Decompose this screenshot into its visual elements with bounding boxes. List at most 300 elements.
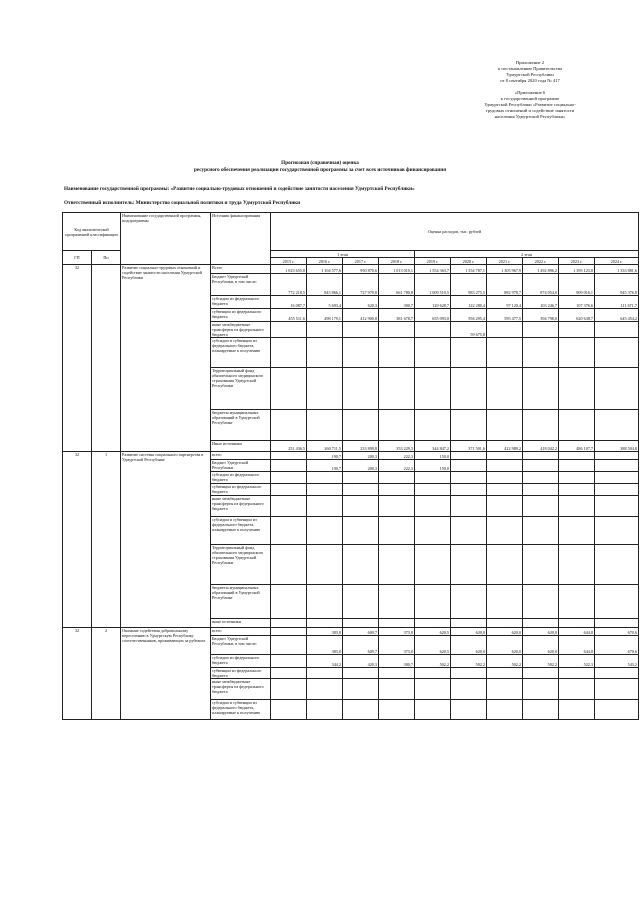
cell-value: [595, 668, 639, 679]
cell-value: [415, 545, 451, 585]
cell-value: 502,2: [487, 655, 523, 668]
cell-value: [379, 322, 415, 338]
cell-value: 388 504,8: [595, 441, 639, 452]
table-header: [63, 213, 639, 265]
header-year: 2021 г.: [487, 258, 523, 265]
cell-value: 418 042,2: [523, 441, 559, 452]
document-title: [140, 160, 500, 174]
cell-value: [487, 545, 523, 585]
cell-source: бюджеты муниципальных образований в Удмуртской Республике: [211, 410, 271, 441]
cell-source: всего: [211, 628, 271, 636]
cell-value: 1 333 881,6: [595, 265, 639, 274]
cell-value: [271, 636, 307, 655]
cell-value: [451, 472, 487, 484]
cell-value: [307, 484, 343, 496]
cell-source: субсидии и субвенции из федерального бюджета, планируемые к получению: [211, 700, 271, 720]
cell-value: [343, 668, 379, 679]
cell-value: 502,2: [451, 655, 487, 668]
cell-value: 620,0: [487, 636, 523, 655]
cell-value: [379, 368, 415, 410]
header-year: 2017 г.: [343, 258, 379, 265]
cell-value: [307, 668, 343, 679]
cell-value: 945 376,8: [595, 274, 639, 296]
cell-value: [523, 322, 559, 338]
cell-value: 1 013 010,1: [379, 265, 415, 274]
cell-value: [487, 619, 523, 628]
cell-value: [343, 338, 379, 368]
cell-value: [415, 679, 451, 700]
cell-value: [559, 472, 595, 484]
cell-value: [271, 322, 307, 338]
cell-value: [523, 585, 559, 619]
cell-value: 455 511,6: [271, 309, 307, 322]
header-pp: Пп: [92, 251, 121, 265]
cell-value: 486 107,7: [559, 441, 595, 452]
cell-gp: 32: [63, 452, 92, 628]
cell-value: [415, 619, 451, 628]
cell-value: [487, 585, 523, 619]
cell-value: [415, 496, 451, 517]
cell-value: 344,2: [307, 655, 343, 668]
cell-value: [487, 368, 523, 410]
cell-value: [595, 410, 639, 441]
cell-value: [343, 484, 379, 496]
cell-value: [271, 410, 307, 441]
cell-value: 620,0: [451, 628, 487, 636]
cell-value: [595, 496, 639, 517]
header-stage-1: 1 этап: [271, 251, 415, 258]
cell-value: [415, 484, 451, 496]
cell-value: [271, 679, 307, 700]
cell-value: 609,7: [343, 628, 379, 636]
cell-value: 661 780,8: [379, 274, 415, 296]
cell-value: [379, 679, 415, 700]
cell-value: [271, 496, 307, 517]
cell-value: [379, 700, 415, 720]
cell-value: 874 054,0: [523, 274, 559, 296]
cell-value: 412 900,8: [343, 309, 379, 322]
cell-value: [451, 585, 487, 619]
cell-value: [415, 700, 451, 720]
cell-value: 543,2: [595, 655, 639, 668]
table-row: [63, 452, 639, 460]
cell-value: 727 970,8: [343, 274, 379, 296]
cell-value: 381 678,7: [379, 309, 415, 322]
cell-value: 609,7: [343, 636, 379, 655]
cell-value: 1 292 896,2: [523, 265, 559, 274]
cell-value: [595, 452, 639, 460]
cell-value: [523, 368, 559, 410]
cell-value: [271, 545, 307, 585]
cell-source: иные источники: [211, 619, 271, 628]
cell-value: [487, 410, 523, 441]
cell-value: [379, 484, 415, 496]
cell-value: 300,7: [379, 655, 415, 668]
cell-value: [559, 322, 595, 338]
cell-value: 502,2: [523, 655, 559, 668]
cell-source: субсидии и субвенции из федерального бюджета, планируемые к получению: [211, 338, 271, 368]
header-year: 2019 г.: [415, 258, 451, 265]
cell-value: [487, 452, 523, 460]
cell-value: [523, 668, 559, 679]
cell-value: [307, 619, 343, 628]
cell-value: [271, 484, 307, 496]
table-row: [63, 265, 639, 274]
cell-value: [595, 484, 639, 496]
cell-value: [271, 628, 307, 636]
cell-source: Бюджет Удмуртской Республики, в том числе:: [211, 274, 271, 296]
cell-value: [343, 322, 379, 338]
cell-value: [307, 322, 343, 338]
executor-line: Ответственный исполнитель: Министерство социальной политики и труда Удмуртской Республики: [64, 200, 301, 206]
header-code-group: Код аналитической программной классификации: [63, 213, 121, 251]
cell-pp: 1: [92, 452, 121, 628]
cell-value: 1 009 510,5: [415, 274, 451, 296]
cell-value: [523, 410, 559, 441]
cell-value: [523, 517, 559, 545]
cell-value: [487, 700, 523, 720]
cell-value: [379, 496, 415, 517]
cell-value: 111 671,7: [595, 296, 639, 309]
cell-value: 670,6: [595, 636, 639, 655]
cell-value: 122 280,4: [451, 296, 487, 309]
cell-value: 5 693,4: [307, 296, 343, 309]
cell-value: [343, 585, 379, 619]
appendix-line: трудовых отношений и содействие занятости: [485, 108, 575, 113]
cell-value: [379, 517, 415, 545]
cell-value: [595, 585, 639, 619]
cell-value: [595, 472, 639, 484]
cell-value: 620,0: [451, 636, 487, 655]
cell-value: 260 711,5: [307, 441, 343, 452]
header-source: Источник финансирования: [211, 213, 271, 265]
header-year: 2024 г.: [595, 258, 639, 265]
cell-value: [559, 517, 595, 545]
cell-source: субсидии и субвенции из федерального бюджета, планируемые к получению: [211, 517, 271, 545]
cell-source: субвенции из федерального бюджета: [211, 484, 271, 496]
cell-source: субсидии из федерального бюджета: [211, 655, 271, 668]
cell-value: [595, 517, 639, 545]
cell-value: [415, 585, 451, 619]
cell-value: [379, 338, 415, 368]
appendix-line: «Приложение 6: [514, 90, 546, 95]
cell-value: [559, 484, 595, 496]
title-line-2: ресурсного обеспечения реализации государственной программы за счет всех источников финансирования: [194, 167, 446, 173]
cell-value: [451, 338, 487, 368]
cell-value: 772 218,5: [271, 274, 307, 296]
cell-value: 371 501,6: [451, 441, 487, 452]
cell-value: [415, 368, 451, 410]
cell-value: [487, 668, 523, 679]
cell-value: [595, 619, 639, 628]
cell-value: 644,8: [559, 628, 595, 636]
cell-value: [343, 496, 379, 517]
cell-value: [451, 545, 487, 585]
cell-value: 420,3: [343, 655, 379, 668]
cell-value: 595 477,5: [487, 309, 523, 322]
cell-value: 150,0: [415, 460, 451, 472]
cell-value: 383,0: [307, 636, 343, 655]
cell-program-name: Оказание содействия добровольному переселению в Удмуртскую Республику соотечественников, проживающих за рубежом: [121, 628, 211, 720]
program-name-line: Наименование государственной программы: «Развитие социально-трудовых отношений и содействие занятости населения Удмуртской Республики»: [64, 186, 415, 192]
cell-value: 620,0: [487, 628, 523, 636]
cell-value: 950 870,6: [343, 265, 379, 274]
appendix-line: Приложение 2: [515, 60, 545, 65]
cell-value: 1 554 787,1: [451, 265, 487, 274]
cell-gp: 32: [63, 628, 92, 720]
cell-value: [523, 545, 559, 585]
cell-program-name: Развитие системы социального партнерства в Удмуртской Республике: [121, 452, 211, 628]
cell-value: [523, 472, 559, 484]
cell-value: [343, 619, 379, 628]
cell-value: [415, 517, 451, 545]
cell-value: [595, 545, 639, 585]
cell-value: [271, 460, 307, 472]
cell-source: иные межбюджетные трансферты из федерального бюджета: [211, 679, 271, 700]
cell-value: [379, 619, 415, 628]
cell-value: [559, 545, 595, 585]
cell-value: [487, 484, 523, 496]
cell-value: [307, 679, 343, 700]
cell-source: бюджеты муниципальных образований в Удмуртской Республике: [211, 585, 271, 619]
cell-value: [487, 460, 523, 472]
cell-value: 620,0: [523, 628, 559, 636]
cell-value: [415, 410, 451, 441]
header-year: 2022 г.: [523, 258, 559, 265]
cell-value: [487, 496, 523, 517]
cell-pp: 2: [92, 628, 121, 720]
cell-value: [451, 496, 487, 517]
header-year: 2015 г.: [271, 258, 307, 265]
cell-value: [307, 545, 343, 585]
cell-value: [271, 338, 307, 368]
header-name: Наименование государственной программы, подпрограммы: [121, 213, 211, 265]
cell-gp: 32: [63, 265, 92, 452]
cell-value: [451, 460, 487, 472]
cell-value: [487, 472, 523, 484]
cell-value: [451, 668, 487, 679]
cell-value: [451, 452, 487, 460]
cell-source: Всего: [211, 265, 271, 274]
cell-value: [487, 322, 523, 338]
cell-value: [595, 460, 639, 472]
cell-value: 233 899,8: [343, 441, 379, 452]
resource-table: [62, 212, 639, 720]
table-row: [63, 628, 639, 636]
cell-source: Бюджет Удмуртской Республики, в том числе:: [211, 636, 271, 655]
cell-value: 620,0: [523, 636, 559, 655]
header-year: 2020 г.: [451, 258, 487, 265]
cell-value: 620,5: [415, 628, 451, 636]
cell-value: [451, 410, 487, 441]
appendix-line: Удмуртской Республики: [506, 72, 554, 77]
cell-value: 222,3: [379, 452, 415, 460]
cell-value: [523, 619, 559, 628]
cell-value: [487, 517, 523, 545]
header-estimate: Оценка расходов, тыс. рублей: [271, 213, 639, 251]
header-gp: ГП: [63, 251, 92, 265]
cell-value: 670,6: [595, 628, 639, 636]
cell-value: 16 087,7: [271, 296, 307, 309]
cell-value: 200,3: [343, 452, 379, 460]
header-year: 2016 г.: [307, 258, 343, 265]
cell-source: иные межбюджетные трансферты из федерального бюджета: [211, 322, 271, 338]
cell-value: [343, 679, 379, 700]
cell-value: 383,0: [307, 628, 343, 636]
cell-value: [559, 410, 595, 441]
cell-source: Территориальный фонд обязательного медицинского страхования Удмуртской Республики: [211, 545, 271, 585]
cell-value: 645 454,2: [595, 309, 639, 322]
cell-source: субвенции из федерального бюджета: [211, 668, 271, 679]
cell-value: [271, 700, 307, 720]
cell-value: [271, 517, 307, 545]
cell-value: [559, 338, 595, 368]
cell-value: [595, 700, 639, 720]
cell-value: [307, 700, 343, 720]
cell-source: Иные источники: [211, 441, 271, 452]
cell-value: 1 305 967,9: [487, 265, 523, 274]
cell-value: 620 638,7: [559, 309, 595, 322]
cell-value: [307, 338, 343, 368]
cell-value: 373,0: [379, 636, 415, 655]
cell-value: [451, 368, 487, 410]
cell-value: 344 847,2: [415, 441, 451, 452]
cell-value: [415, 338, 451, 368]
cell-value: [523, 679, 559, 700]
cell-source: иные межбюджетные трансферты из федерального бюджета: [211, 496, 271, 517]
cell-value: 373,0: [379, 628, 415, 636]
title-line-1: Прогнозная (справочная) оценка: [281, 160, 359, 166]
cell-value: [559, 460, 595, 472]
header-year: 2018 г.: [379, 258, 415, 265]
cell-value: [559, 585, 595, 619]
cell-value: 129 628,7: [415, 296, 451, 309]
cell-value: [487, 679, 523, 700]
cell-value: 1 554 363,7: [415, 265, 451, 274]
cell-value: [523, 338, 559, 368]
cell-value: [307, 585, 343, 619]
cell-value: [271, 655, 307, 668]
cell-value: 190,7: [307, 452, 343, 460]
cell-value: [415, 668, 451, 679]
cell-value: [487, 338, 523, 368]
cell-value: [343, 368, 379, 410]
cell-value: [343, 472, 379, 484]
cell-value: [271, 368, 307, 410]
cell-value: [379, 545, 415, 585]
cell-value: [559, 496, 595, 517]
appendix-line: Удмуртской Республики «Развитие социально-: [484, 102, 576, 107]
cell-value: [523, 496, 559, 517]
cell-value: [415, 322, 451, 338]
header-stage-2: 2 этап: [415, 251, 639, 258]
cell-value: [271, 668, 307, 679]
cell-value: 882 978,7: [487, 274, 523, 296]
appendix-line: от 8 сентября 2020 года № 417: [500, 78, 560, 83]
cell-value: 909 016,1: [559, 274, 595, 296]
cell-value: 498 179,1: [307, 309, 343, 322]
cell-value: [379, 585, 415, 619]
cell-value: 1 023 655,0: [271, 265, 307, 274]
cell-value: 522,3: [559, 655, 595, 668]
cell-value: [559, 619, 595, 628]
cell-value: 300,7: [379, 296, 415, 309]
cell-value: [595, 322, 639, 338]
cell-value: [307, 496, 343, 517]
cell-source: субсидии из федерального бюджета: [211, 296, 271, 309]
cell-value: 655 093,0: [415, 309, 451, 322]
cell-source: Бюджет Удмуртской Республики: [211, 460, 271, 472]
cell-pp: [92, 265, 121, 452]
cell-value: [523, 452, 559, 460]
cell-value: [307, 472, 343, 484]
cell-value: [559, 679, 595, 700]
cell-value: 394 798,0: [523, 309, 559, 322]
cell-value: 843 866,1: [307, 274, 343, 296]
cell-value: 200,3: [343, 460, 379, 472]
cell-value: [595, 338, 639, 368]
cell-value: [343, 545, 379, 585]
cell-value: [271, 452, 307, 460]
cell-value: [271, 585, 307, 619]
appendix-line: к государственной программе: [500, 96, 560, 101]
cell-value: [559, 668, 595, 679]
cell-value: 251 436,5: [271, 441, 307, 452]
cell-source: всего: [211, 452, 271, 460]
cell-value: [271, 472, 307, 484]
cell-value: [379, 472, 415, 484]
cell-value: [523, 460, 559, 472]
cell-value: 983 275,5: [451, 274, 487, 296]
cell-value: [595, 368, 639, 410]
cell-value: [523, 484, 559, 496]
cell-source: субсидии из федерального бюджета: [211, 472, 271, 484]
cell-value: [451, 484, 487, 496]
cell-value: 1 395 123,8: [559, 265, 595, 274]
appendix-note: [455, 60, 605, 120]
cell-value: [559, 368, 595, 410]
cell-value: 222,3: [379, 460, 415, 472]
cell-value: [271, 619, 307, 628]
header-year: 2023 г.: [559, 258, 595, 265]
cell-program-name: Развитие социально-трудовых отношений и содействие занятости населения Удмуртской Республики: [121, 265, 211, 452]
cell-value: 620,3: [343, 296, 379, 309]
cell-value: [343, 517, 379, 545]
cell-source: субвенции из федерального бюджета: [211, 309, 271, 322]
cell-source: Территориальный фонд обязательного медицинского страхования Удмуртской Республики: [211, 368, 271, 410]
cell-value: 502,2: [415, 655, 451, 668]
cell-value: [307, 517, 343, 545]
cell-value: 644,8: [559, 636, 595, 655]
cell-value: [559, 700, 595, 720]
cell-value: [595, 679, 639, 700]
cell-value: 150,0: [415, 452, 451, 460]
cell-value: 97 120,4: [487, 296, 523, 309]
cell-value: 107 376,6: [559, 296, 595, 309]
cell-value: 620,5: [415, 636, 451, 655]
cell-value: [451, 700, 487, 720]
cell-value: [451, 679, 487, 700]
cell-value: [307, 410, 343, 441]
cell-value: [451, 619, 487, 628]
cell-value: [559, 452, 595, 460]
table-body: [63, 265, 639, 720]
cell-value: [307, 368, 343, 410]
appendix-line: населения Удмуртской Республики»: [494, 114, 566, 119]
cell-value: 1 104 577,6: [307, 265, 343, 274]
cell-value: [451, 517, 487, 545]
cell-value: 190,7: [307, 460, 343, 472]
